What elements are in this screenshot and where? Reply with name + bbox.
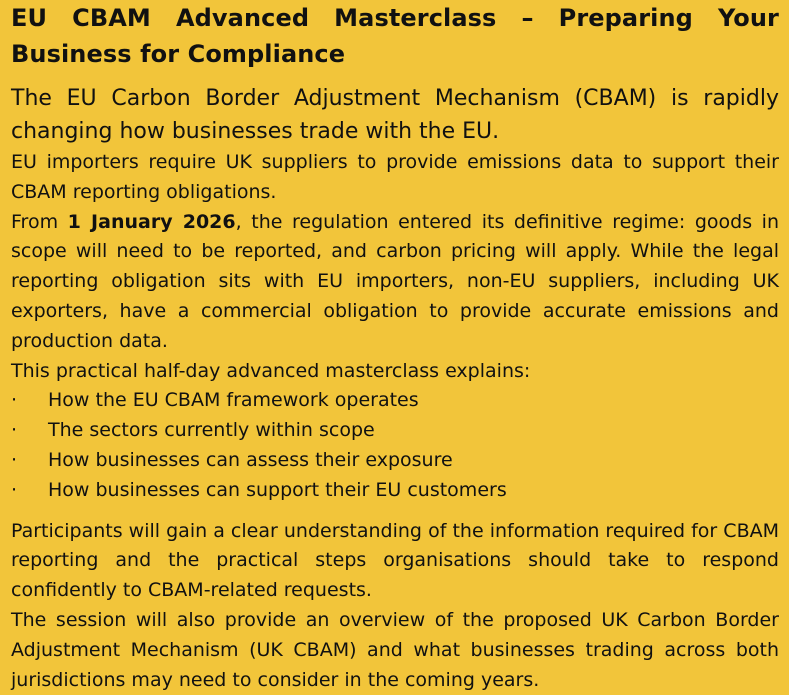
- paragraph-from-date: [11, 208, 779, 357]
- bullet-dot: ·: [11, 448, 18, 471]
- page-title: [11, 0, 779, 72]
- bullet-list: [11, 386, 779, 505]
- from-date: 1 January 2026: [67, 210, 236, 233]
- from-prefix: From: [11, 210, 68, 233]
- list-item: [11, 386, 779, 416]
- paragraph-importers: EU importers require UK suppliers to provide emissions data to support their CBAM reporting obligations.: [11, 151, 779, 203]
- title-line-2: Business for Compliance: [11, 40, 346, 68]
- title-line-1: EU CBAM Advanced Masterclass – Preparing Your: [11, 4, 779, 32]
- intro-line-2: changing how businesses trade with the EU.: [11, 119, 500, 144]
- bullet-dot: ·: [11, 478, 18, 501]
- paragraph-participants: Participants will gain a clear understanding of the information required for CBAM reporting and the practical steps organisations should take to respond confidently to CBAM-related requests.: [11, 519, 779, 602]
- list-item: [11, 446, 779, 476]
- intro-text: [11, 82, 779, 148]
- paragraph-session: The session will also provide an overview of the proposed UK Carbon Border Adjustment Mechanism (UK CBAM) and what businesses trading across both jurisdictions may need to consider in the coming years.: [11, 608, 779, 691]
- bullet-dot: ·: [11, 389, 18, 412]
- section-gap: [11, 506, 779, 517]
- bullet-text: The sectors currently within scope: [48, 419, 375, 442]
- list-item: [11, 416, 779, 446]
- bullet-dot: ·: [11, 419, 18, 442]
- intro-line-1: The EU Carbon Border Adjustment Mechanism (CBAM) is rapidly: [11, 86, 779, 111]
- bullet-text: How businesses can assess their exposure: [48, 448, 453, 471]
- bullet-text: How businesses can support their EU customers: [48, 478, 507, 501]
- list-item: [11, 476, 779, 506]
- from-rest: , the regulation entered its definitive regime: goods in scope will need to be reported, and carbon pricing will apply. While the legal reporting obligation sits with EU importers, non-EU suppliers, including UK exporters, have a commercial obligation to provide accurate emissions and production data.: [11, 210, 779, 352]
- paragraph-explains: This practical half-day advanced masterclass explains:: [11, 359, 531, 382]
- bullet-text: How the EU CBAM framework operates: [48, 389, 419, 412]
